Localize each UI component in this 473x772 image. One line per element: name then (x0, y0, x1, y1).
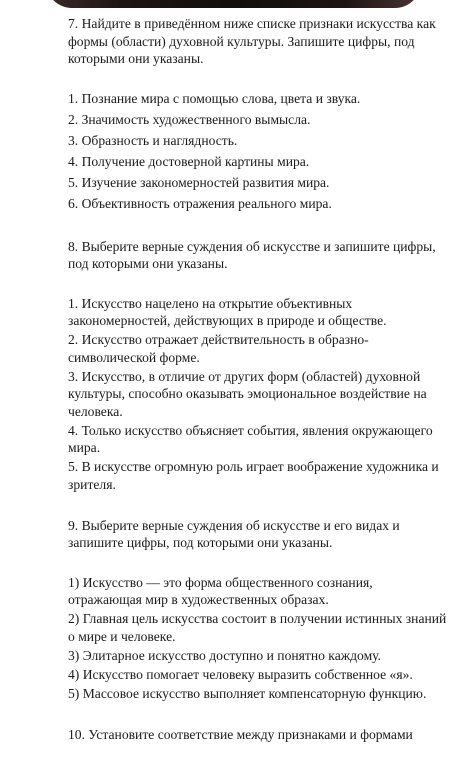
document-content (68, 15, 448, 743)
list-item: 5. В искусстве огромную роль играет воображение художника и зрителя. (68, 459, 439, 492)
list-item: 1. Искусство нацелено на открытие объективных закономерностей, действующих в природе и обществе. (68, 295, 387, 328)
question-10-title: 10. Установите соответствие между признаками и формами (68, 726, 413, 742)
list-item: 4. Только искусство объясняет события, явления окружающего мира. (68, 422, 433, 455)
dark-device-edge (46, 0, 421, 8)
question-9-list (68, 574, 448, 703)
question-9-title: 9. Выберите верные суждения об искусстве и его видах и запишите цифры, под которыми они указаны. (68, 517, 400, 550)
list-item: 1) Искусство — это форма общественного сознания, отражающая мир в художественных образах. (68, 574, 373, 607)
question-8-list (68, 295, 448, 494)
list-item: 3) Элитарное искусство доступно и понятно каждому. (68, 647, 382, 663)
list-item: 5) Массовое искусство выполняет компенсаторную функцию. (68, 685, 427, 701)
list-item: 4. Получение достоверной картины мира. (68, 153, 310, 169)
list-item: 1. Познание мира с помощью слова, цвета и звука. (68, 90, 361, 106)
list-item: 2. Значимость художественного вымысла. (68, 111, 311, 127)
list-item: 3. Искусство, в отличие от других форм (областей) духовной культуры, способно оказывать эмоциональное воздействие на человека. (68, 368, 427, 419)
list-item: 2. Искусство отражает действительность в образно-символической форме. (68, 332, 369, 365)
question-8-title: 8. Выберите верные суждения об искусстве и запишите цифры, под которыми они указаны. (68, 238, 436, 271)
list-item: 5. Изучение закономерностей развития мира. (68, 174, 330, 190)
list-item: 6. Объективность отражения реального мира. (68, 195, 332, 211)
list-item: 2) Главная цель искусства состоит в получении истинных знаний о мире и человеке. (68, 611, 447, 644)
list-item: 4) Искусство помогает человеку выразить собственное «я». (68, 666, 413, 682)
question-7-title: 7. Найдите в приведённом ниже списке признаки искусства как формы (области) духовной культуры. Запишите цифры, под которыми они указаны. (68, 16, 436, 66)
question-7-list (68, 90, 448, 213)
top-photo-edge (0, 0, 473, 10)
list-item: 3. Образность и наглядность. (68, 132, 238, 148)
